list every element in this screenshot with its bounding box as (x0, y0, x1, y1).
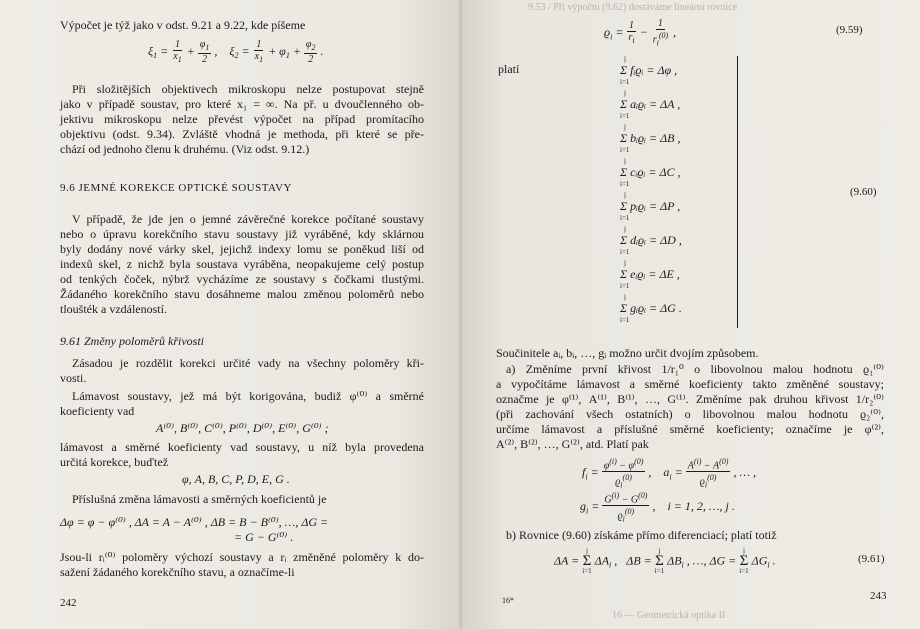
r-p2-line-2: označme je φ⁽¹⁾, A⁽¹⁾, B⁽¹⁾, …, G⁽¹⁾. Změníme pak druhou křivost 1/r₂⁽⁰⁾ (496, 392, 884, 406)
sum-lower-limit: i=1 (620, 146, 630, 154)
equation-f-a: $f_i$ = $\frac{\varphi^{(i)} - \varphi^{(0)}}{ϱ_i^{(0)}}$ , $a_i$ = $\frac{A^{(i)} - A^{(0)}}{ϱ_i^{(0)}}$ , … , (582, 457, 757, 490)
intro-line: Výpočet je týž jako v odst. 9.21 a 9.22, kde píšeme (60, 18, 306, 32)
p2-line-1: nebo o úpravu korekčního stavu soustavy již vyráběné, kdy sklárnou (60, 227, 424, 241)
p2-line-4: od tenkých čoček, nýbrž vycházíme ze soustavy s čočkami tlustými. (60, 272, 424, 286)
equation-delta-1: Δφ = φ − φ⁽⁰⁾ , ΔA = A − A⁽⁰⁾ , ΔB = B − B⁽⁰⁾, …, ΔG = (60, 515, 329, 529)
p7-line-1: sažení žádaného korekčního stavu, a označíme-li (60, 565, 295, 579)
system-equation-row: Σ aᵢϱᵢ = ΔA , (620, 97, 681, 111)
page-number-right: 243 (870, 590, 887, 602)
system-equation-row: Σ dᵢϱᵢ = ΔD , (620, 233, 682, 247)
plati-label: platí (498, 62, 520, 76)
system-equation-row: Σ fᵢϱᵢ = Δφ , (620, 63, 678, 77)
equation-label-9-60: (9.60) (850, 186, 877, 198)
p2-line-6: tloušték a vzdáleností. (60, 302, 167, 316)
r-p1: Součinitele aᵢ, bᵢ, …, gᵢ možno určit dvojím způsobem. (496, 346, 759, 360)
equation-coefficients: φ, A, B, C, P, D, E, G . (182, 472, 290, 486)
p2-line-3: indexů skel, z nichž byla soustava vyráběna, neopakujeme celý postup (60, 257, 424, 271)
right-page (462, 0, 920, 629)
equation-g: $g_i$ = $\frac{G^{(i)} - G^{(0)}}{ϱ_i^{(0)}}$ , i = 1, 2, …, j . (580, 491, 735, 524)
p1-line-0: Při složitějších objektivech mikroskopu nelze postupovat stejně (72, 82, 424, 96)
sum-upper-limit: j (624, 259, 626, 267)
p3-line-0: Zásadou je rozdělit korekci určité vady na všechny poloměry kři- (72, 356, 424, 370)
equation-coefficients-0: A⁽⁰⁾, B⁽⁰⁾, C⁽⁰⁾, P⁽⁰⁾, D⁽⁰⁾, E⁽⁰⁾, G⁽⁰⁾ ; (156, 421, 329, 435)
equation-xi: $\xi_1$ = $\frac{1}{x_1}$ + $\frac{\varphi_1}{2}$ , $\xi_2$ = $\frac{1}{x_1}$ + $\varphi_1$ + $\frac{\varphi_2}{2}$ . (148, 39, 324, 65)
p1-line-4: chází od jednoho členu k druhému. (Viz odst. 9.12.) (60, 142, 310, 156)
sum-lower-limit: i=1 (620, 316, 630, 324)
p2-line-2: byly dodány nové várky skel, jejichž indexy lomu se poněkud liší od (60, 242, 424, 256)
p4-line-0: Lámavost soustavy, jež má být korigována, budiž φ⁽⁰⁾ a směrné (72, 389, 424, 403)
sum-upper-limit: j (624, 55, 626, 63)
r-p2-line-5: A⁽²⁾, B⁽²⁾, …, G⁽²⁾, atd. Platí pak (496, 437, 649, 451)
r-p2-line-0: a) Změníme první křivost 1/r₁⁰ o libovolnou malou hodnotu ϱ₁⁽⁰⁾ (506, 362, 884, 376)
p2-line-5: Žádaného korekčního stavu dosáhneme malou změnou poloměrů nebo (60, 287, 424, 301)
sum-upper-limit: j (624, 191, 626, 199)
p1-line-3: objektivu (odst. 9.34). Zvláště vhodná je methoda, při které se pře- (60, 127, 424, 141)
bleed-through-foot: 16 — Geometrická optika II (612, 610, 726, 621)
system-equation-row: Σ gᵢϱᵢ = ΔG . (620, 301, 682, 315)
sum-upper-limit: j (624, 89, 626, 97)
sum-upper-limit: j (624, 225, 626, 233)
sum-lower-limit: i=1 (620, 282, 630, 290)
p1-line-1: jako v případě soustav, pro které x₁ = ∞. Na př. u dvoučlenného ob- (60, 97, 424, 111)
p7-line-0: Jsou-li rᵢ⁽⁰⁾ poloměry výchozí soustavy a rᵢ změněné poloměry k do- (60, 550, 424, 564)
p2-line-0: V případě, že jde jen o jemné závěrečné korekce počítané soustavy (72, 212, 424, 226)
r-p3: b) Rovnice (9.60) získáme přímo diferenciací; platí totiž (506, 528, 777, 542)
equation-9-59: $ϱ_i$ = $\frac{1}{r_i}$ − $\frac{1}{r_i^{(0)}}$ , (604, 18, 677, 48)
system-equation-row: Σ bᵢϱᵢ = ΔB , (620, 131, 681, 145)
sum-lower-limit: i=1 (620, 78, 630, 86)
p1-line-2: jektivu mikroskopu nelze převést výpočet na případ promítacího (60, 112, 424, 126)
p6: Příslušná změna lámavosti a směrných koeficientů je (72, 492, 327, 506)
sum-lower-limit: i=1 (620, 214, 630, 222)
p5-line-1: určitá korekce, buďtež (60, 455, 169, 469)
equation-9-61: ΔA = j Σ i=1 $\Delta A_i$ , ΔB = j Σ i=1 $\Delta B_i$ , …, ΔG = j Σ i=1 $\Delta G_i$ . (554, 547, 776, 575)
p5-line-0: lámavost a směrné koeficienty vad soustavy, u níž byla provedena (60, 440, 424, 454)
r-p2-line-4: určíme lámavost a příslušné směrné koeficienty; označíme je φ⁽²⁾, (496, 422, 884, 436)
p4-line-1: koeficienty vad (60, 404, 135, 418)
subsection-heading: 9.61 Změny poloměrů křivosti (60, 334, 204, 348)
system-equation-row: Σ cᵢϱᵢ = ΔC , (620, 165, 681, 179)
sum-lower-limit: i=1 (620, 248, 630, 256)
system-brace (737, 56, 739, 328)
equation-label-9-59: (9.59) (836, 24, 863, 36)
section-heading: 9.6 JEMNÉ KOREKCE OPTICKÉ SOUSTAVY (60, 182, 292, 194)
system-equation-row: Σ eᵢϱᵢ = ΔE , (620, 267, 680, 281)
p3-line-1: vosti. (60, 371, 87, 385)
r-p2-line-3: (při zachování všech ostatních) o libovolnou malou hodnotu ϱ₂⁽⁰⁾, (496, 407, 884, 421)
sum-lower-limit: i=1 (620, 180, 630, 188)
footer-mark: 16* (502, 596, 514, 605)
page-number-left: 242 (60, 597, 77, 609)
equation-delta-2: = G − G⁽⁰⁾ . (234, 530, 294, 544)
equation-label-9-61: (9.61) (858, 553, 885, 565)
sum-upper-limit: j (624, 157, 626, 165)
sum-upper-limit: j (624, 293, 626, 301)
bleed-through-top: 9.53 / Při výpočtu (9.62) dostáváme lineární rovnice (528, 2, 738, 13)
system-equation-row: Σ pᵢϱᵢ = ΔP , (620, 199, 681, 213)
r-p2-line-1: a vypočítáme lámavost a směrné koeficienty takto změněné soustavy; (496, 377, 884, 391)
sum-lower-limit: i=1 (620, 112, 630, 120)
sum-upper-limit: j (624, 123, 626, 131)
